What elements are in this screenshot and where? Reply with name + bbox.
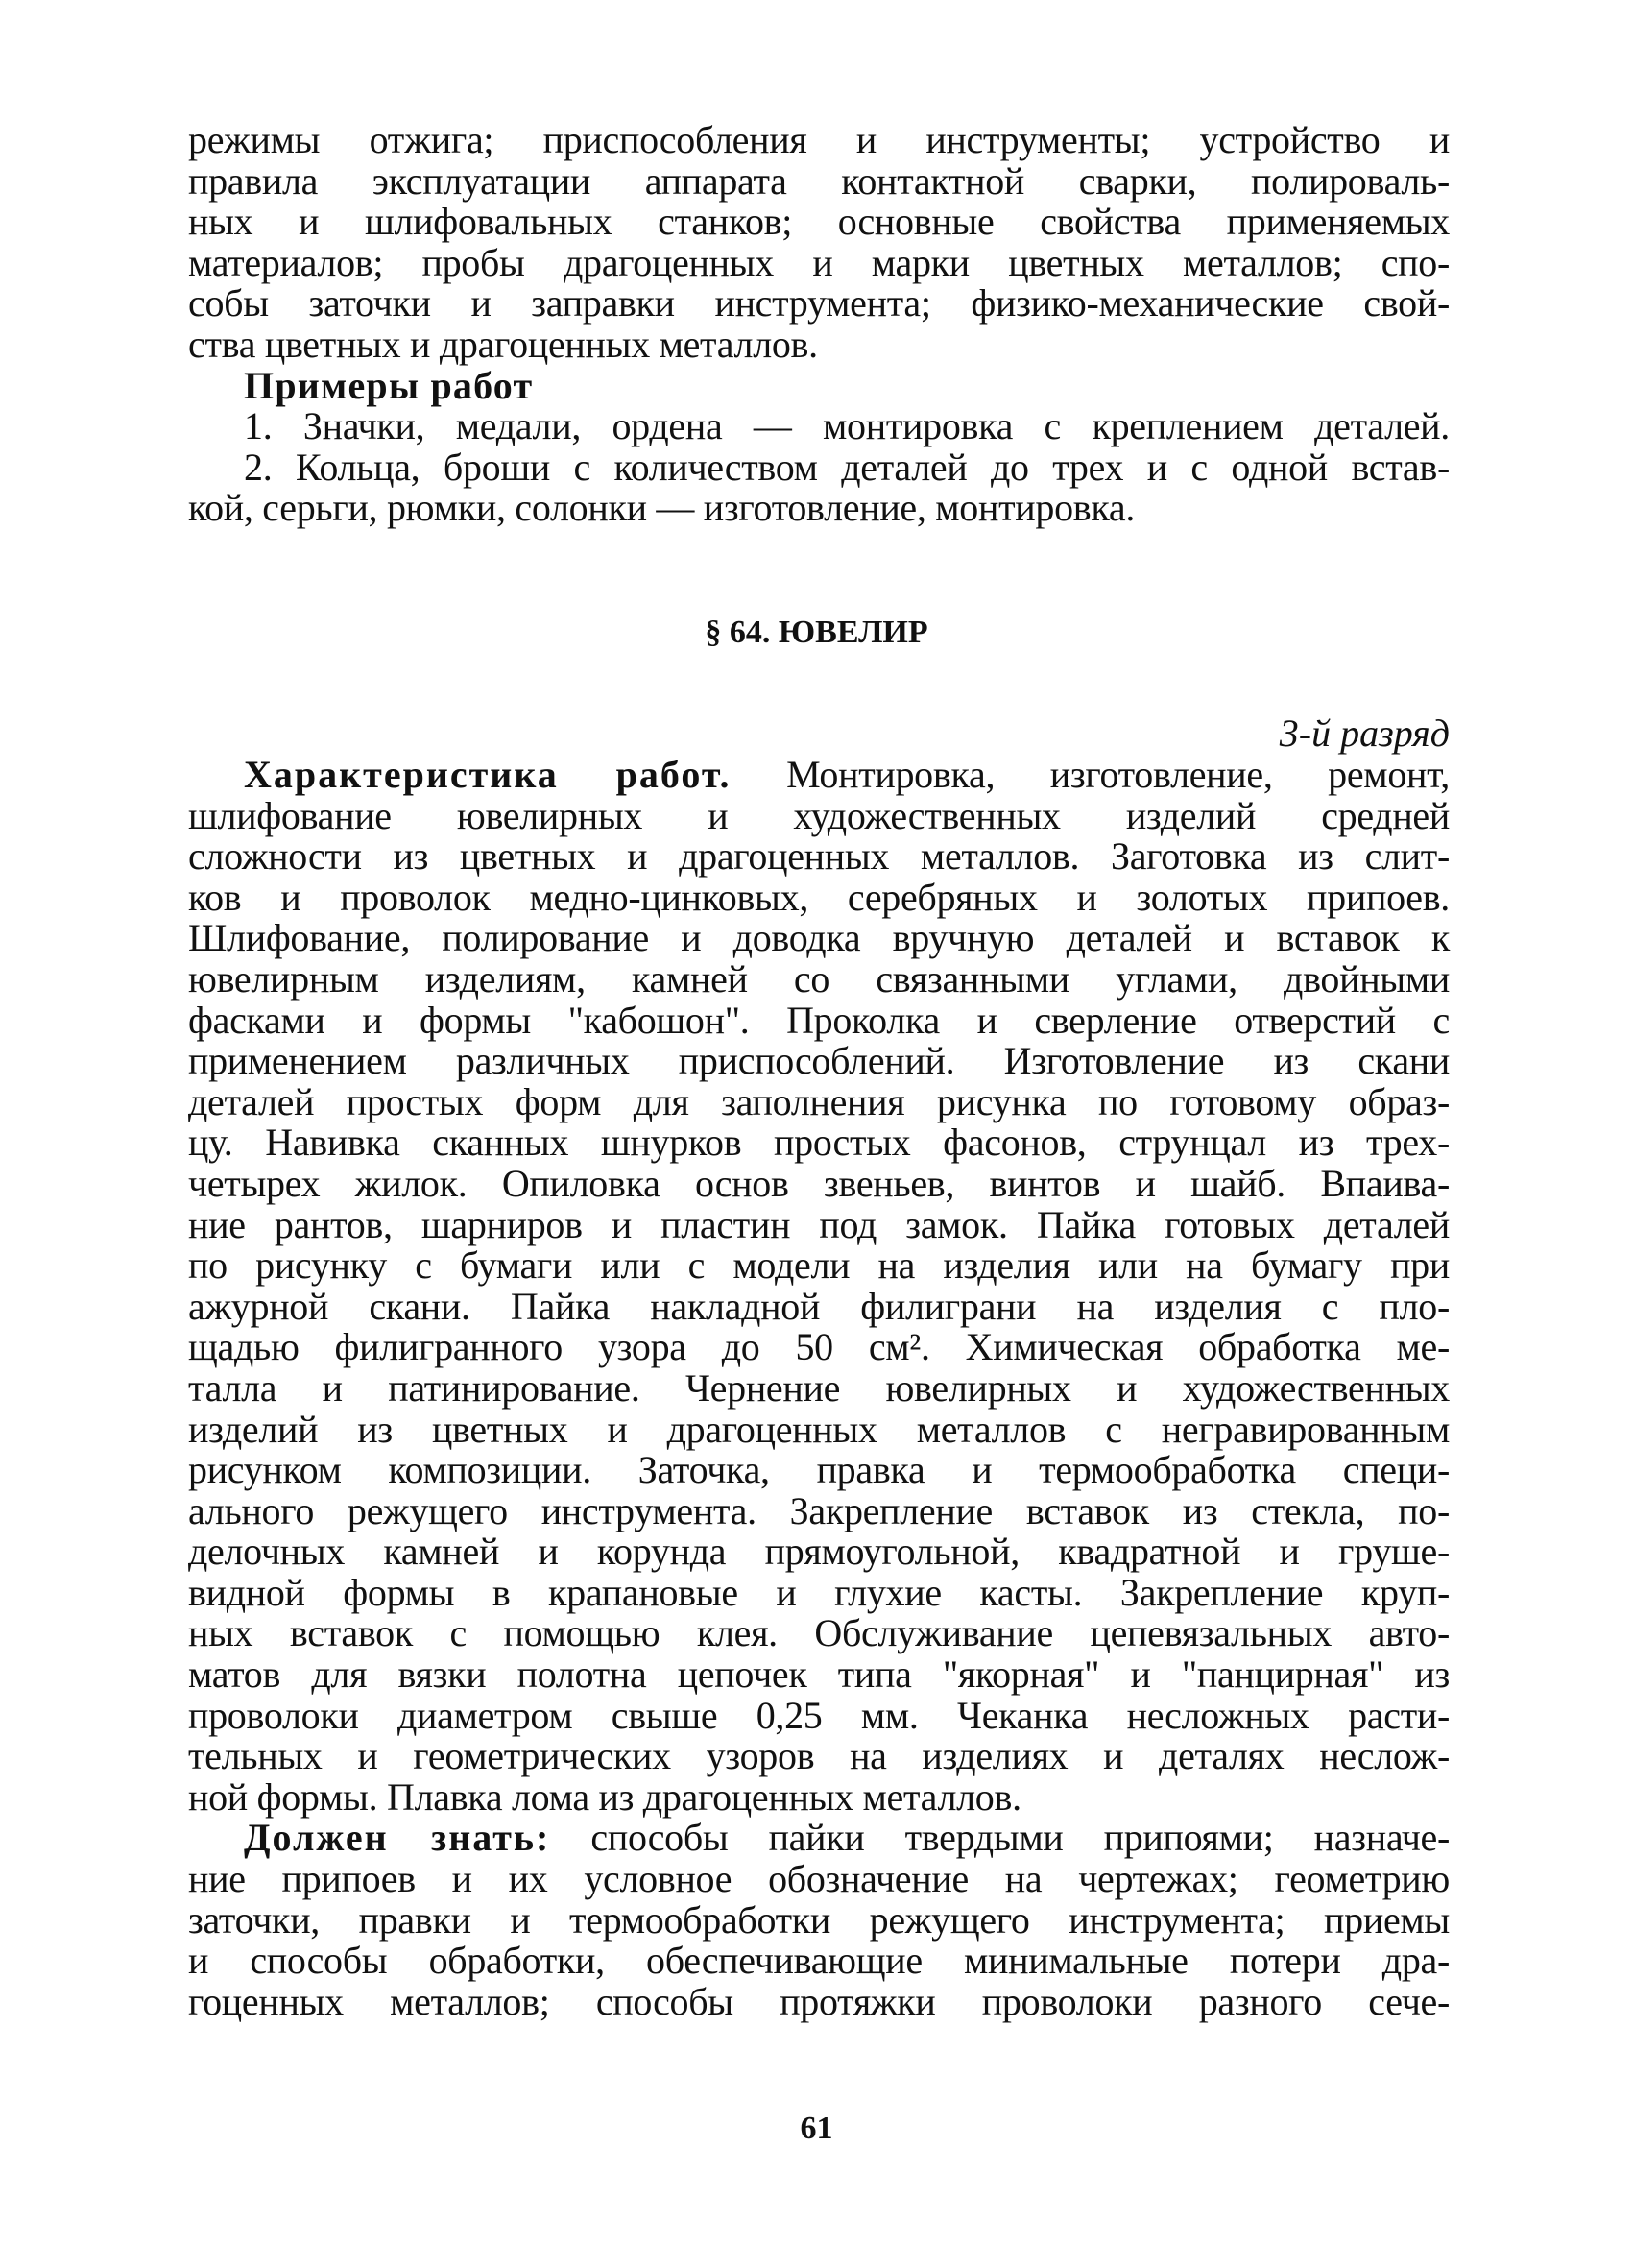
characteristics-label: Характеристика работ. [244, 753, 732, 796]
text-line: правила эксплуатации аппарата контактной сварки, полироваль- [188, 158, 1450, 203]
text-line: деталей простых форм для заполнения рисунка по готовому образ- [188, 1079, 1450, 1123]
text-line: гоценных металлов; способы протяжки проволоки разного сече- [188, 1979, 1450, 2023]
text-line: цу. Навивка сканных шнурков простых фасонов, струнцал из трех- [188, 1121, 1450, 1165]
text-line: ства цветных и драгоценных металлов. [188, 322, 818, 366]
text-line: рисунком композиции. Заточка, правка и термообработка специ- [188, 1448, 1450, 1492]
text-line: применением различных приспособлений. Изготовление из скани [188, 1039, 1450, 1083]
text-line: талла и патинирование. Чернение ювелирных и художественных [188, 1365, 1450, 1410]
characteristics-first-line [188, 755, 1450, 796]
text-line: фасками и формы "кабошон". Проколка и сверление отверстий с [188, 998, 1450, 1042]
text-line: ального режущего инструмента. Закрепление вставок из стекла, по- [188, 1488, 1450, 1532]
text-line: матов для вязки полотна цепочек типа "якорная" и "панцирная" из [188, 1653, 1450, 1697]
example-item-2-line-2: кой, серьги, рюмки, солонки — изготовление, монтировка. [188, 486, 1136, 530]
must-know-first-line [188, 1818, 1450, 1859]
text-line: видной формы в крапановые и глухие касты. Закрепление круп- [188, 1570, 1450, 1614]
text-line: шлифование ювелирных и художественных изделий средней [188, 793, 1450, 837]
text-line: ков и проволок медно-цинковых, серебряных и золотых припоев. [188, 875, 1450, 919]
text-line: проволоки диаметром свыше 0,25 мм. Чеканка несложных расти- [188, 1693, 1450, 1737]
text-line: четырех жилок. Опиловка основ звеньев, винтов и шайб. Впаива- [188, 1161, 1450, 1205]
text-line: Шлифование, полирование и доводка вручную деталей и вставок к [188, 916, 1450, 960]
text-line: ажурной скани. Пайка накладной филиграни на изделия с пло- [188, 1284, 1450, 1328]
characteristics-paragraph [188, 755, 1450, 2022]
example-item-2-line-1: 2. Кольца, броши с количеством деталей до трех и с одной встав- [244, 445, 1450, 489]
text-line: ние рантов, шарниров и пластин под замок. Пайка готовых деталей [188, 1202, 1450, 1246]
text-line: делочных камней и корунда прямоугольной, квадратной и груше- [188, 1530, 1450, 1574]
section-title: § 64. ЮВЕЛИР [705, 615, 928, 650]
must-know-first-line-text: способы пайки твердыми припоями; назначе- [550, 1816, 1450, 1860]
text-line: собы заточки и заправки инструмента; физико-механические свой- [188, 281, 1450, 326]
text-line: ной формы. Плавка лома из драгоценных металлов. [188, 1774, 1021, 1819]
must-know-label: Должен знать: [244, 1816, 551, 1860]
text-line: материалов; пробы драгоценных и марки цветных металлов; спо- [188, 240, 1450, 284]
text-line: щадью филигранного узора до 50 см². Химическая обработка ме- [188, 1325, 1450, 1369]
text-line: ние припоев и их условное обозначение на чертежах; геометрию [188, 1857, 1450, 1901]
examples-heading-text: Примеры работ [244, 363, 534, 407]
example-item-1: 1. Значки, медали, ордена — монтировка с креплением деталей. [244, 404, 1450, 448]
text-line: ювелирным изделиям, камней со связанными углами, двойными [188, 956, 1450, 1001]
text-line: по рисунку с бумаги или с модели на изделия или на бумагу при [188, 1243, 1450, 1288]
text-line: и способы обработки, обеспечивающие минимальные потери дра- [188, 1939, 1450, 1983]
text-line: режимы отжига; приспособления и инструменты; устройство и [188, 118, 1450, 161]
text-line: заточки, правки и термообработки режущего инструмента; приемы [188, 1897, 1450, 1942]
characteristics-first-line-text: Монтировка, изготовление, ремонт, [731, 753, 1450, 796]
text-line: ных и шлифовальных станков; основные свойства применяемых [188, 200, 1450, 244]
text-line: сложности из цветных и драгоценных металлов. Заготовка из слит- [188, 834, 1450, 879]
text-line: тельных и геометрических узоров на изделиях и деталях неслож- [188, 1734, 1450, 1778]
text-line: изделий из цветных и драгоценных металлов с негравированным [188, 1407, 1450, 1451]
page-number: 61 [800, 2111, 833, 2146]
grade-label: 3-й разряд [1279, 712, 1450, 755]
intro-paragraph [188, 120, 1450, 529]
examples-heading [188, 363, 1450, 407]
text-line: ных вставок с помощью клея. Обслуживание цепевязальных авто- [188, 1611, 1450, 1655]
